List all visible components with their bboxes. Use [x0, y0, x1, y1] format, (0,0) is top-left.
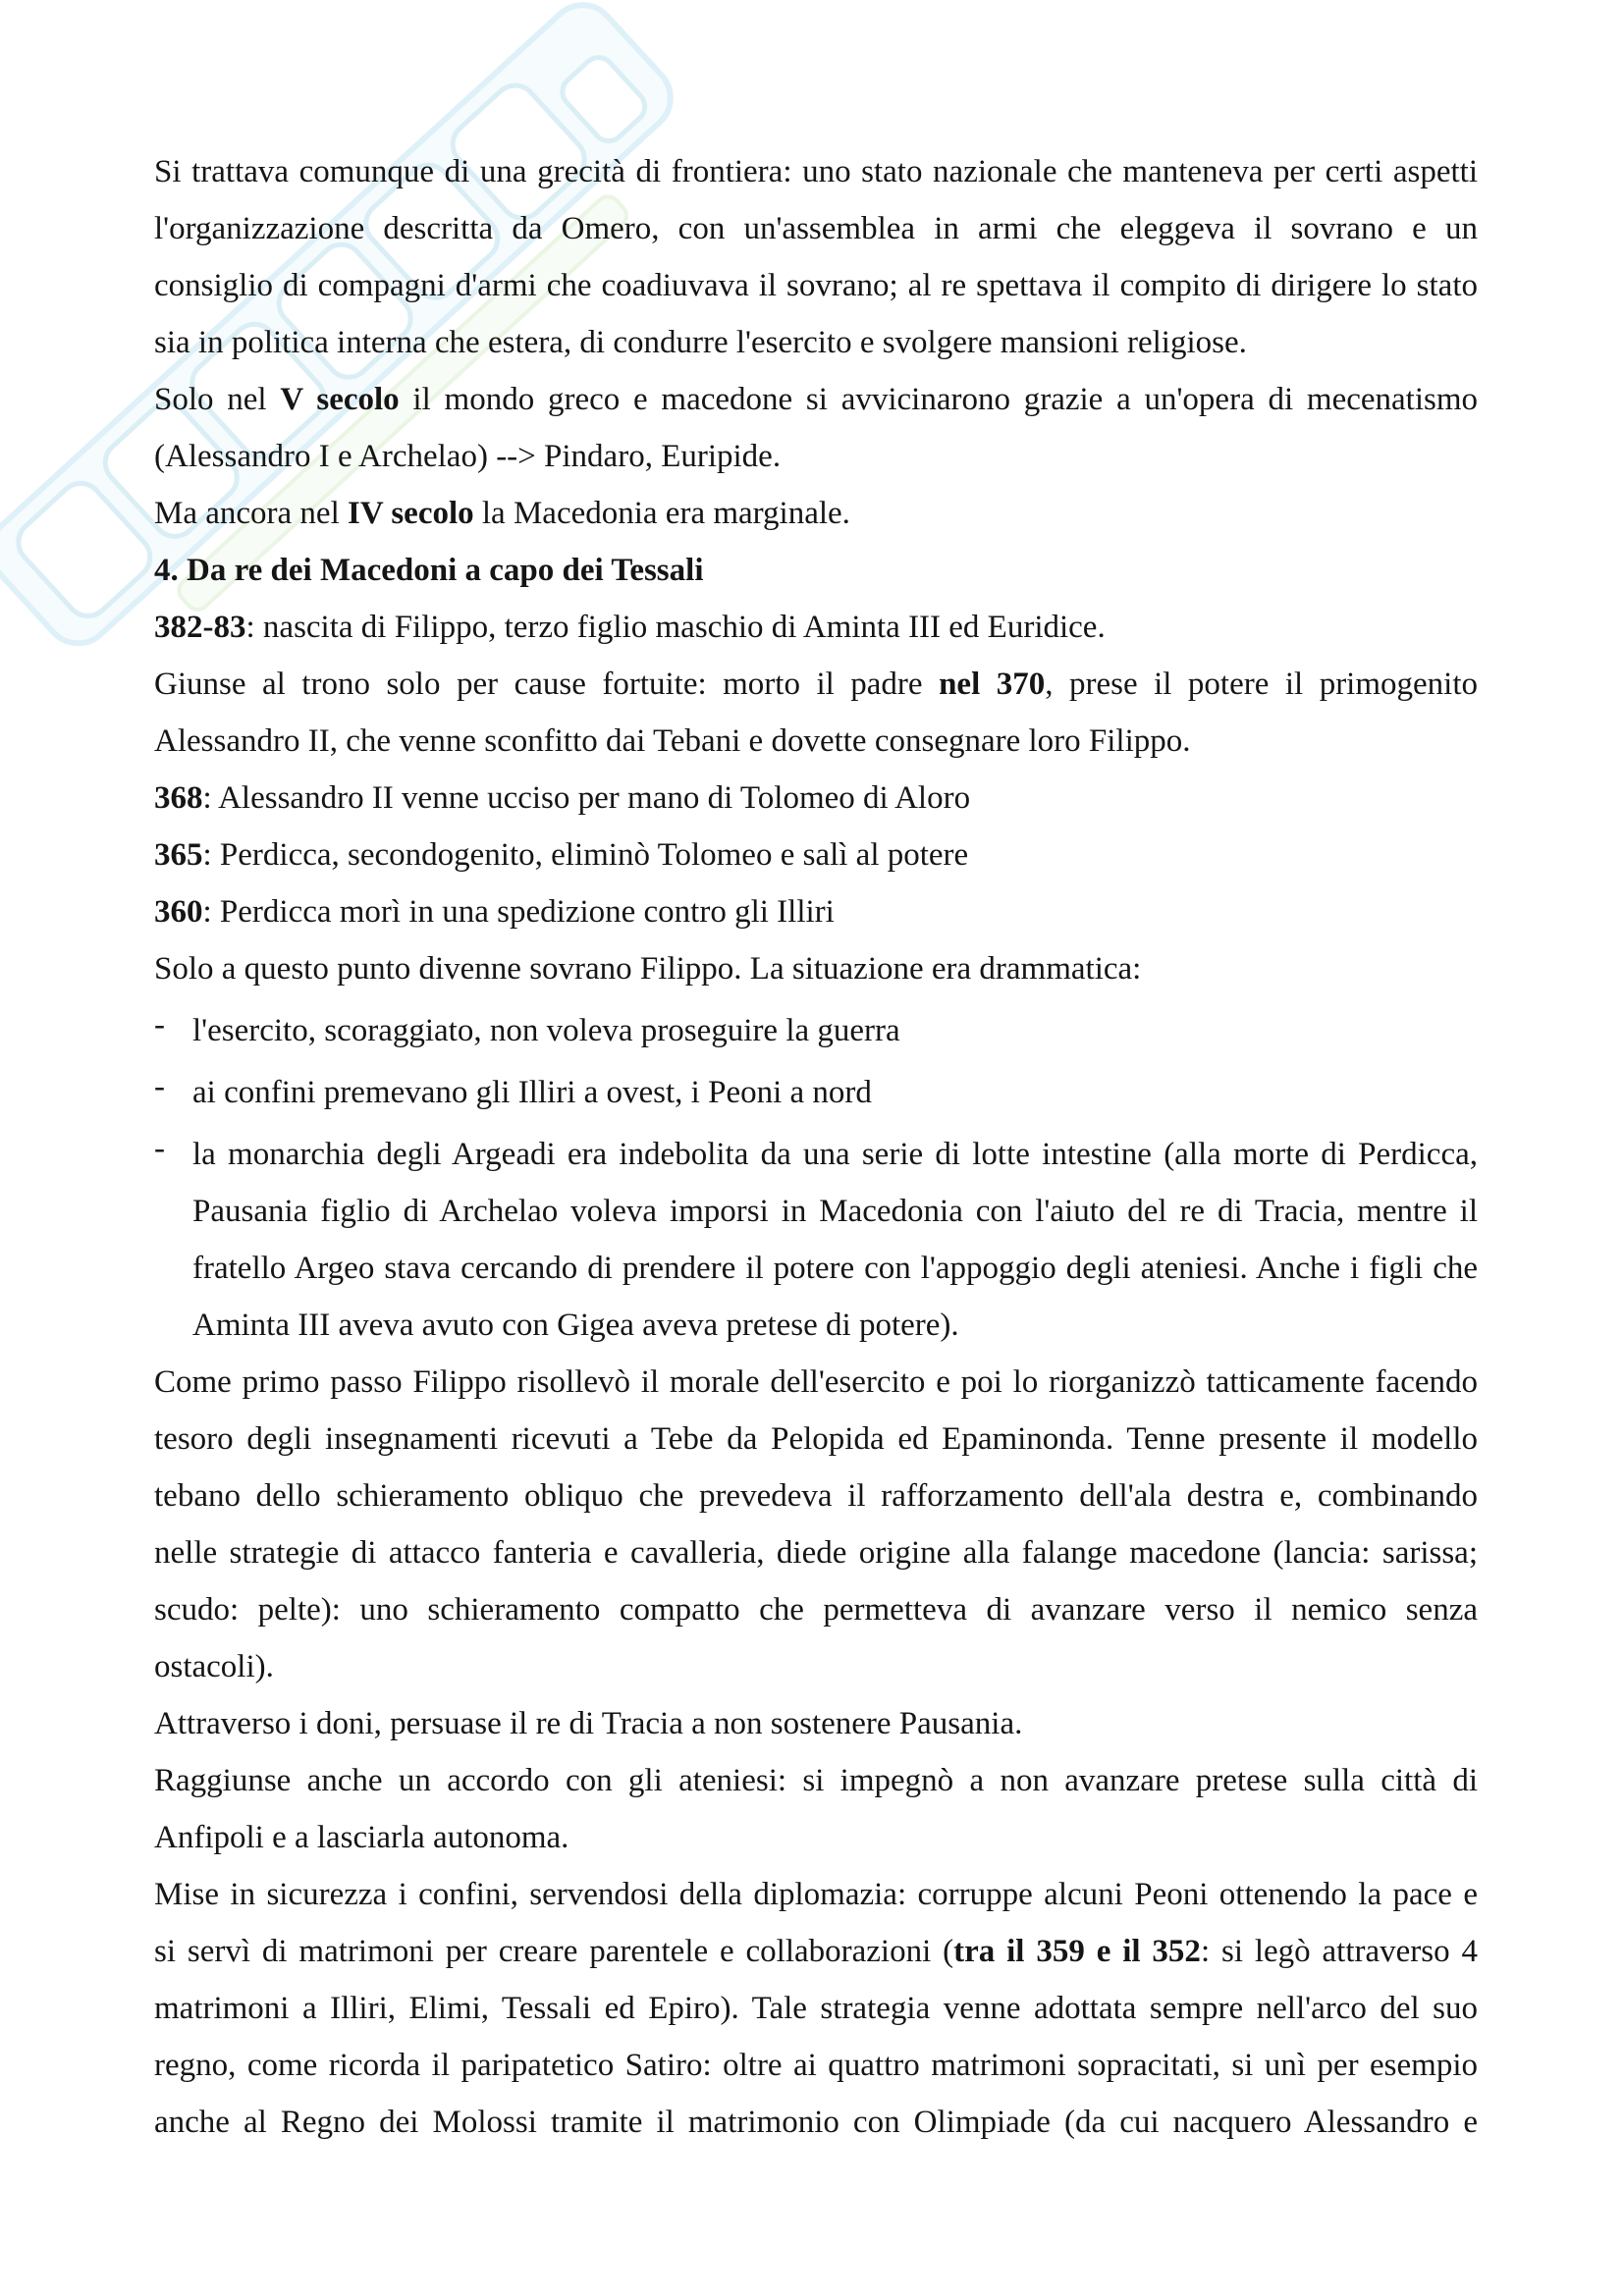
text-line	[154, 827, 1478, 883]
text-line	[154, 713, 1478, 770]
text-line	[154, 1866, 1478, 1923]
paragraph	[154, 143, 1478, 371]
text-line	[154, 143, 1478, 200]
text-run: Anfipoli e a lasciarla autonoma.	[154, 1820, 569, 1855]
text-run: tesoro degli insegnamenti ricevuti a Tebe da Pelopida ed Epaminonda. Tenne presente il modello	[154, 1421, 1478, 1457]
text-line	[154, 1411, 1478, 1468]
bold-text-run: 368	[154, 780, 203, 816]
text-line	[154, 883, 1478, 940]
text-line	[154, 1695, 1478, 1752]
bold-text-run: tra il 359 e il 352	[953, 1934, 1201, 1969]
paragraph	[154, 827, 1478, 883]
text-run: Si trattava comunque di una grecità di frontiera: uno stato nazionale che manteneva per certi aspetti	[154, 154, 1478, 189]
bold-text-run: 382-83	[154, 610, 246, 645]
text-line	[154, 485, 1478, 542]
paragraph	[154, 1354, 1478, 1695]
paragraph	[154, 1752, 1478, 1866]
text-run: Aminta III aveva avuto con Gigea aveva pretese di potere).	[192, 1308, 959, 1343]
text-line	[154, 1923, 1478, 1980]
text-line	[154, 1638, 1478, 1695]
text-run: Mise in sicurezza i confini, servendosi della diplomazia: corruppe alcuni Peoni ottenendo la pace e	[154, 1877, 1478, 1912]
text-run: Solo a questo punto divenne sovrano Filippo. La situazione era drammatica:	[154, 951, 1142, 987]
text-run: scudo: pelte): uno schieramento compatto che permetteva di avanzare verso il nemico senza	[154, 1592, 1478, 1628]
text-run: ai confini premevano gli Illiri a ovest, i Peoni a nord	[192, 1075, 872, 1110]
text-line	[154, 599, 1478, 656]
text-run: (Alessandro I e Archelao) --> Pindaro, Euripide.	[154, 439, 782, 474]
text-line	[154, 1809, 1478, 1866]
text-line	[154, 2037, 1478, 2094]
text-line	[154, 656, 1478, 713]
text-line	[154, 1354, 1478, 1411]
bullet-marker: -	[154, 1069, 165, 1104]
text-line	[154, 1581, 1478, 1638]
text-run: : nascita di Filippo, terzo figlio maschio di Aminta III ed Euridice.	[245, 610, 1106, 645]
text-run: sia in politica interna che estera, di condurre l'esercito e svolgere mansioni religiose.	[154, 325, 1247, 360]
text-line	[192, 1240, 1478, 1297]
text-run: l'organizzazione descritta da Omero, con un'assemblea in armi che eleggeva il sovrano e un	[154, 211, 1478, 246]
bold-text-run: IV secolo	[348, 496, 474, 531]
text-run: ostacoli).	[154, 1649, 274, 1684]
list-item	[154, 1002, 1478, 1059]
document-body	[154, 143, 1478, 2151]
paragraph	[154, 940, 1478, 997]
text-run: nelle strategie di attacco fanteria e cavalleria, diede origine alla falange macedone (lancia: sarissa;	[154, 1535, 1478, 1571]
text-run: tebano dello schieramento obliquo che prevedeva il rafforzamento dell'ala destra e, combinando	[154, 1478, 1478, 1514]
text-line	[154, 1980, 1478, 2037]
text-run: si servì di matrimoni per creare parentele e collaborazioni (	[154, 1934, 954, 1969]
paragraph	[154, 1866, 1478, 2151]
bullet-list	[154, 1002, 1478, 1354]
paragraph	[154, 371, 1478, 485]
list-item	[154, 1126, 1478, 1354]
list-item	[154, 1064, 1478, 1121]
text-line	[154, 1524, 1478, 1581]
bold-text-run: 365	[154, 837, 203, 873]
paragraph	[154, 485, 1478, 542]
text-line	[154, 1468, 1478, 1524]
text-run: : Perdicca, secondogenito, eliminò Tolomeo e salì al potere	[202, 837, 969, 873]
text-run: Come primo passo Filippo risollevò il morale dell'esercito e poi lo riorganizzò tatticamente facendo	[154, 1364, 1478, 1400]
section-heading: 4. Da re dei Macedoni a capo dei Tessali	[154, 553, 704, 588]
text-line	[154, 2094, 1478, 2151]
text-run: regno, come ricorda il paripatetico Satiro: oltre ai quattro matrimoni sopracitati, si unì per esempio	[154, 2048, 1478, 2083]
text-run: l'esercito, scoraggiato, non voleva proseguire la guerra	[192, 1013, 900, 1048]
text-line	[192, 1064, 1478, 1121]
text-line	[192, 1297, 1478, 1354]
text-run: : Alessandro II venne ucciso per mano di Tolomeo di Aloro	[202, 780, 971, 816]
text-line	[154, 1752, 1478, 1809]
text-line	[192, 1183, 1478, 1240]
text-run: anche al Regno dei Molossi tramite il matrimonio con Olimpiade (da cui nacquero Alessandro e	[154, 2105, 1478, 2140]
text-run: : si legò attraverso 4	[1200, 1934, 1479, 1969]
paragraph	[154, 656, 1478, 770]
text-run: Raggiunse anche un accordo con gli ateniesi: si impegnò a non avanzare pretese sulla città di	[154, 1763, 1478, 1798]
text-run: , prese il potere il primogenito	[1045, 667, 1479, 702]
paragraph	[154, 770, 1478, 827]
bullet-marker: -	[154, 1131, 165, 1166]
text-run: Alessandro II, che venne sconfitto dai Tebani e dovette consegnare loro Filippo.	[154, 723, 1191, 759]
text-line	[154, 371, 1478, 428]
text-line	[154, 940, 1478, 997]
bold-text-run: 360	[154, 894, 203, 930]
text-run: la monarchia degli Argeadi era indebolita da una serie di lotte intestine (alla morte di Perdicca,	[192, 1137, 1478, 1172]
paragraph	[154, 883, 1478, 940]
text-line	[154, 770, 1478, 827]
text-line	[154, 314, 1478, 371]
text-run: Solo nel	[154, 382, 281, 417]
text-run: matrimoni a Illiri, Elimi, Tessali ed Epiro). Tale strategia venne adottata sempre nell'arco del suo	[154, 1991, 1478, 2026]
bullet-marker: -	[154, 1007, 165, 1042]
text-line	[154, 257, 1478, 314]
text-run: Giunse al trono solo per cause fortuite: morto il padre	[154, 667, 940, 702]
text-run: il mondo greco e macedone si avvicinarono grazie a un'opera di mecenatismo	[399, 382, 1479, 417]
text-run: consiglio di compagni d'armi che coadiuvava il sovrano; al re spettava il compito di dirigere lo stato	[154, 268, 1478, 303]
text-line	[154, 200, 1478, 257]
text-line	[192, 1126, 1478, 1183]
bold-text-run: V secolo	[280, 382, 400, 417]
text-run: fratello Argeo stava cercando di prendere il potere con l'appoggio degli ateniesi. Anche i figli che	[192, 1251, 1478, 1286]
text-line	[192, 1002, 1478, 1059]
text-run: Attraverso i doni, persuase il re di Tracia a non sostenere Pausania.	[154, 1706, 1023, 1741]
text-run: Pausania figlio di Archelao voleva imporsi in Macedonia con l'aiuto del re di Tracia, mentre il	[192, 1194, 1478, 1229]
bold-text-run: nel 370	[939, 667, 1046, 702]
paragraph	[154, 599, 1478, 656]
text-run: la Macedonia era marginale.	[473, 496, 850, 531]
text-run: : Perdicca morì in una spedizione contro gli Illiri	[202, 894, 835, 930]
text-run: Ma ancora nel	[154, 496, 348, 531]
text-line	[154, 428, 1478, 485]
paragraph	[154, 1695, 1478, 1752]
